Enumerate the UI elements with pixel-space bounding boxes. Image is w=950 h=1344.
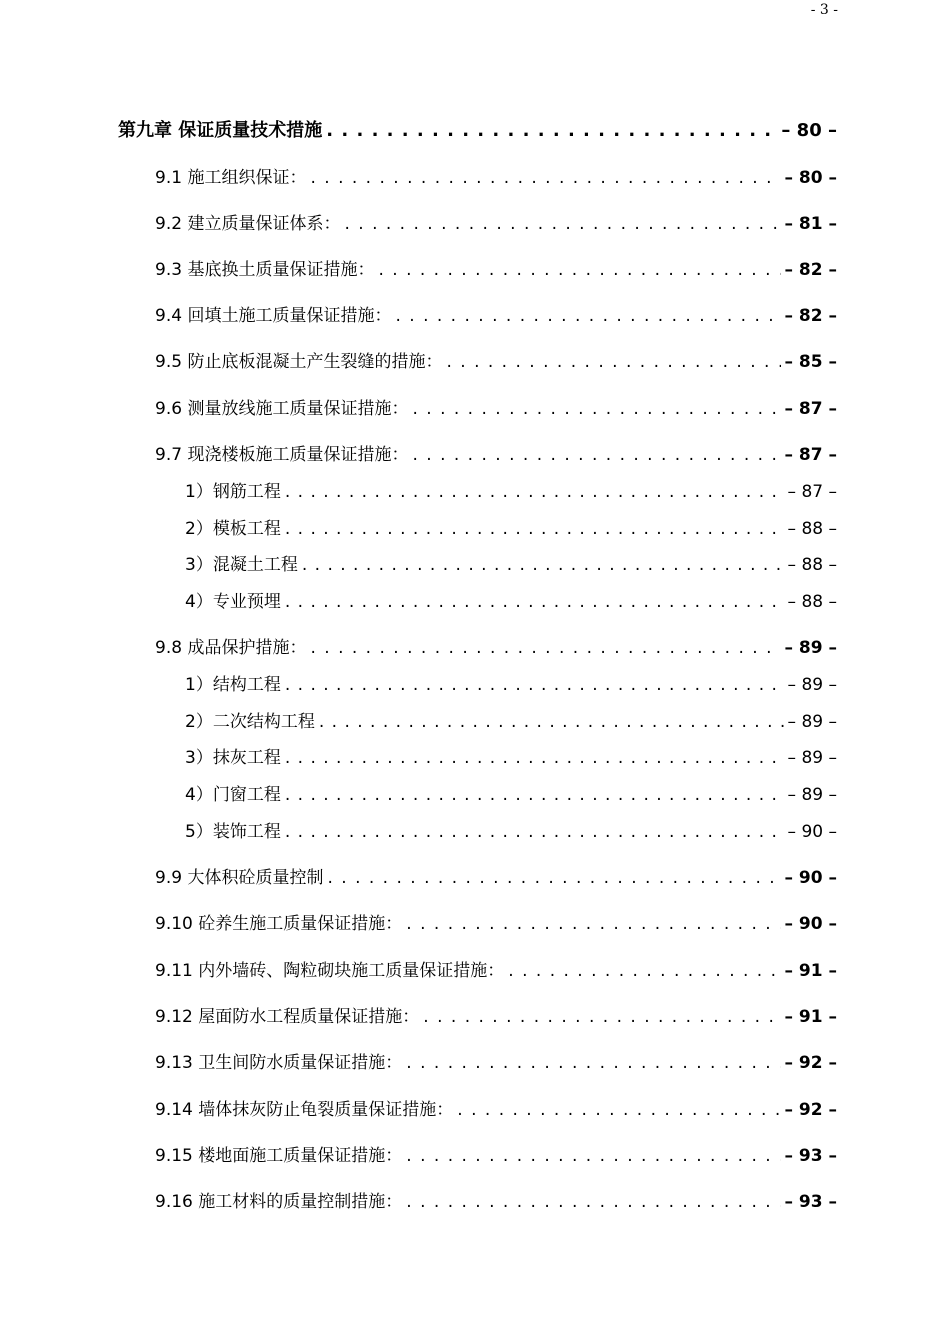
dot-leader [344,214,780,234]
toc-page: – 80 – [784,168,837,188]
toc-entry[interactable] [155,255,837,280]
toc-entry[interactable] [155,1141,837,1166]
dot-leader [285,519,784,539]
dot-leader [406,914,780,934]
toc-label: 9.8 成品保护措施： [155,638,307,658]
toc-label: 9.15 楼地面施工质量保证措施： [155,1146,403,1166]
toc-page: – 90 – [784,914,837,934]
dot-leader [412,445,780,465]
toc-subentry[interactable] [185,477,837,502]
toc-page: – 85 – [784,352,837,372]
toc-label: 3）混凝土工程 [185,555,298,575]
toc-page: – 92 – [784,1100,837,1120]
toc-page: – 87 – [784,445,837,465]
toc-subentry[interactable] [185,514,837,539]
toc-label: 9.2 建立质量保证体系： [155,214,341,234]
toc-entry[interactable] [155,633,837,658]
toc-entry[interactable] [155,394,837,419]
toc-page: – 88 – [787,592,837,612]
toc-subentry[interactable] [185,743,837,768]
page-number: - 3 - [810,2,838,18]
toc-entry[interactable] [155,347,837,372]
toc-label: 9.5 防止底板混凝土产生裂缝的措施： [155,352,443,372]
toc-entry[interactable] [155,956,837,981]
toc-label: 9.7 现浇楼板施工质量保证措施： [155,445,409,465]
dot-leader [285,785,784,805]
dot-leader [310,638,780,658]
dot-leader [508,961,780,981]
dot-leader [378,260,780,280]
toc-page: – 89 – [787,712,837,732]
toc-label: 9.9 大体积砼质量控制 [155,868,324,888]
toc-page: – 89 – [787,675,837,695]
toc-label: 2）模板工程 [185,519,281,539]
dot-leader [327,868,780,888]
toc-label: 9.4 回填土施工质量保证措施： [155,306,392,326]
toc-entry[interactable] [155,163,837,188]
dot-leader [285,822,784,842]
toc-entry[interactable] [155,863,837,888]
toc-subentry[interactable] [185,707,837,732]
toc-page: – 91 – [784,961,837,981]
toc-label: 第九章 保证质量技术措施 [118,120,323,141]
toc-label: 9.16 施工材料的质量控制措施： [155,1192,403,1212]
dot-leader [412,399,780,419]
toc-page: – 89 – [787,785,837,805]
toc-page: – 87 – [784,399,837,419]
toc-label: 9.12 屋面防水工程质量保证措施： [155,1007,420,1027]
toc-label: 1）结构工程 [185,675,281,695]
toc-page: – 90 – [787,822,837,842]
dot-leader [302,555,784,575]
toc-page: – 82 – [784,260,837,280]
toc-entry[interactable] [155,440,837,465]
toc-label: 9.10 砼养生施工质量保证措施： [155,914,403,934]
dot-leader [395,306,780,326]
toc-page: – 89 – [784,638,837,658]
toc-subentry[interactable] [185,780,837,805]
toc-entry[interactable] [155,1002,837,1027]
toc-entry[interactable] [155,301,837,326]
toc-page: – 93 – [784,1146,837,1166]
toc-chapter[interactable] [118,116,837,142]
toc-label: 4）门窗工程 [185,785,281,805]
toc-label: 9.3 基底换土质量保证措施： [155,260,375,280]
dot-leader [457,1100,780,1120]
toc-subentry[interactable] [185,587,837,612]
toc-label: 2）二次结构工程 [185,712,315,732]
toc-label: 9.1 施工组织保证： [155,168,307,188]
toc-page: – 93 – [784,1192,837,1212]
dot-leader [285,482,784,502]
dot-leader [406,1146,780,1166]
toc-label: 5）装饰工程 [185,822,281,842]
toc-label: 9.13 卫生间防水质量保证措施： [155,1053,403,1073]
toc-page: – 88 – [787,555,837,575]
dot-leader [406,1053,780,1073]
dot-leader [446,352,780,372]
toc-label: 9.14 墙体抹灰防止龟裂质量保证措施： [155,1100,454,1120]
toc-entry[interactable] [155,1048,837,1073]
toc-label: 1）钢筋工程 [185,482,281,502]
toc-page: – 89 – [787,748,837,768]
toc-entry[interactable] [155,909,837,934]
toc-page: – 81 – [784,214,837,234]
toc-label: 9.6 测量放线施工质量保证措施： [155,399,409,419]
dot-leader [285,592,784,612]
toc-page: – 90 – [784,868,837,888]
toc-label: 3）抹灰工程 [185,748,281,768]
toc-page: – 82 – [784,306,837,326]
toc-subentry[interactable] [185,670,837,695]
dot-leader [326,120,777,141]
toc-entry[interactable] [155,1095,837,1120]
toc-label: 9.11 内外墙砖、陶粒砌块施工质量保证措施： [155,961,505,981]
toc-page: – 88 – [787,519,837,539]
toc-subentry[interactable] [185,550,837,575]
toc-page: – 91 – [784,1007,837,1027]
dot-leader [406,1192,780,1212]
toc-page: – 87 – [787,482,837,502]
dot-leader [423,1007,780,1027]
toc-entry[interactable] [155,1187,837,1212]
toc-entry[interactable] [155,209,837,234]
toc-page: – 80 – [781,120,837,141]
toc-page: – 92 – [784,1053,837,1073]
dot-leader [319,712,784,732]
dot-leader [310,168,780,188]
toc-subentry[interactable] [185,817,837,842]
toc-label: 4）专业预埋 [185,592,281,612]
dot-leader [285,675,784,695]
dot-leader [285,748,784,768]
